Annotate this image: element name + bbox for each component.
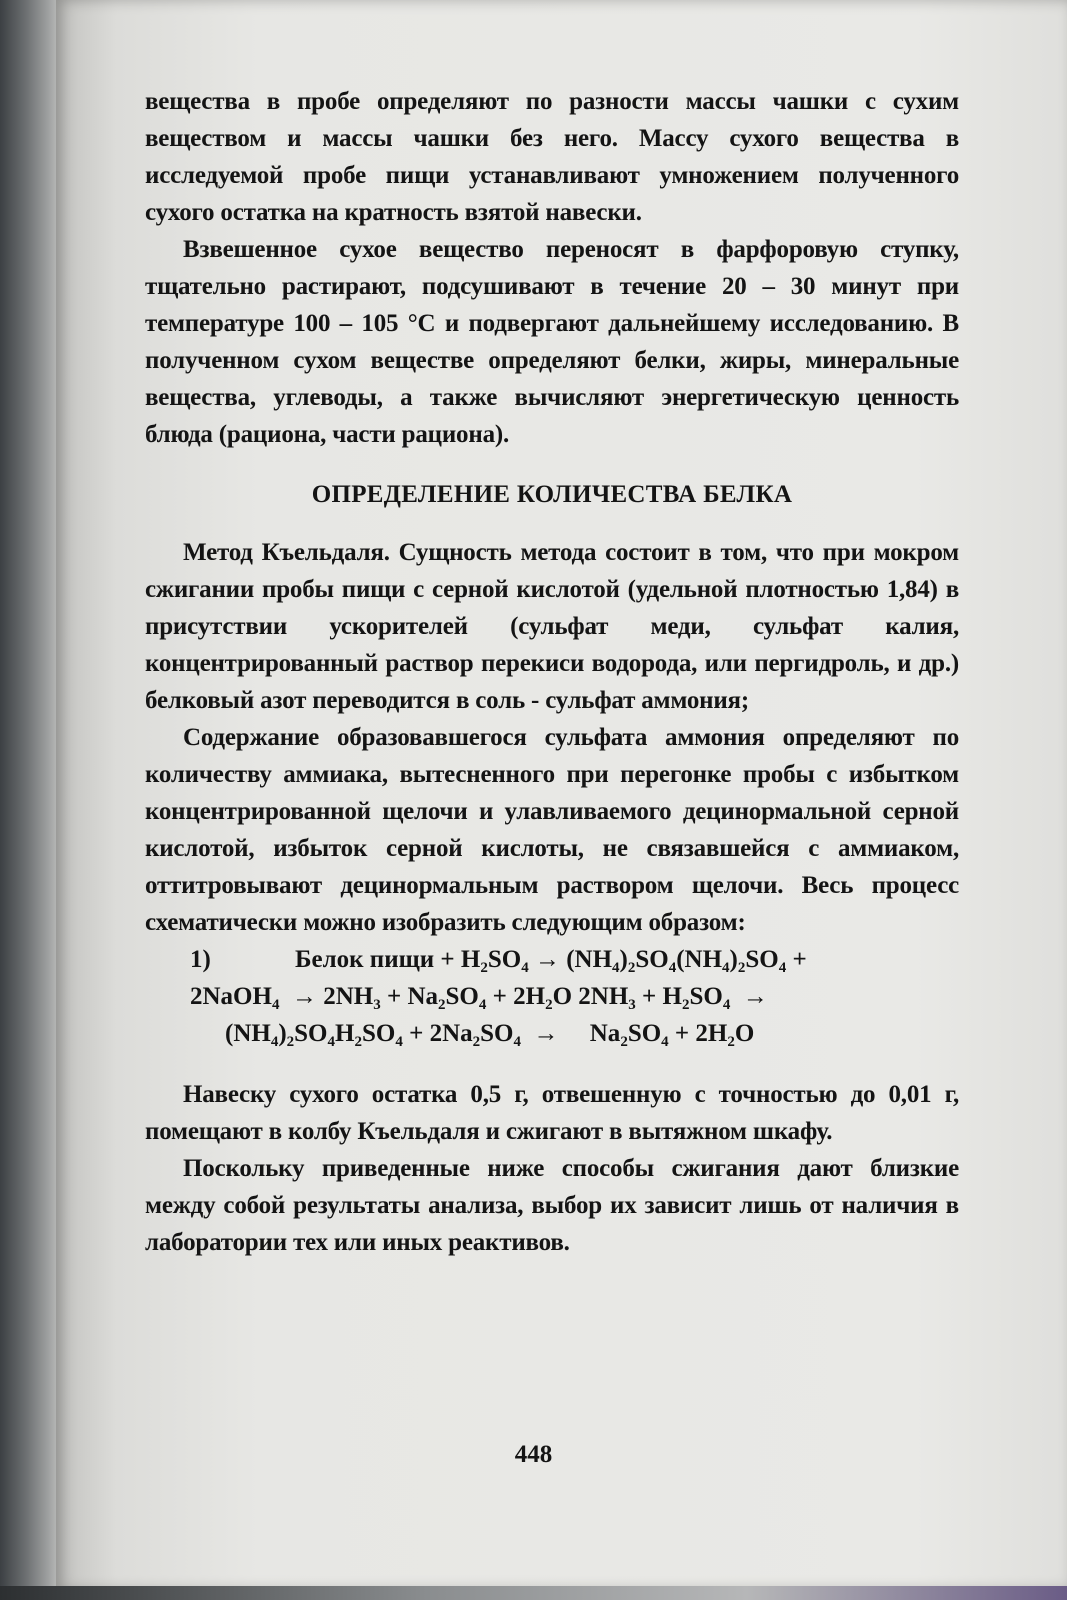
paragraph-ammonium-sulfate: Содержание образовавшегося сульфата аммония определяют по количеству аммиака, вытесненного при перегонке пробы с избытком концентрированной щелочи и улавливаемого децинормальной серной кислотой, избыток серной кислоты, не связавшейся с аммиаком, оттитровывают децинормальным раствором щелочи. Весь процесс схематически можно изобразить следующим образом:: [145, 724, 959, 936]
section-heading: ОПРЕДЕЛЕНИЕ КОЛИЧЕСТВА БЕЛКА: [311, 481, 793, 508]
equation-line-2: 2NaOH$_4$ → $2NH_3 + Na_2SO_4 + 2H_2O$ $2NH_3 + H_2SO_4$ →: [190, 983, 768, 1013]
paragraph-grinding: Взвешенное сухое вещество переносят в фарфоровую ступку, тщательно растирают, подсушивают в течение 20 – 30 минут при температуре 100 – 105 °С и подвергают дальнейшему исследованию. В полученном сухом веществе определяют белки, жиры, минеральные вещества, углеводы, а также вычисляют энергетическую ценность блюда (рациона, части рациона).: [145, 236, 959, 448]
paragraph-kjeldahl-method: Метод Къельдаля. Сущность метода состоит в том, что при мокром сжигании пробы пищи с серной кислотой (удельной плотностью 1,84) в присутствии ускорителей (сульфат меди, сульфат калия, концентрированный раствор перекиси водорода, или пергидроль, и др.) белковый азот переводится в соль - сульфат аммония;: [145, 539, 959, 714]
paragraph-dry-matter: вещества в пробе определяют по разности массы чашки с сухим веществом и массы чашки без него. Массу сухого вещества в исследуемой пробе пищи устанавливают умножением полученного сухого остатка на кратность взятой навески.: [145, 88, 959, 226]
page-content: [145, 83, 959, 1261]
reaction-equation: [145, 941, 959, 1052]
equation-line-3: $(NH_4)_2SO_4H_2SO_4 + 2Na_2SO_4$ → $Na_2SO_4 + 2H_2O$: [225, 1020, 755, 1050]
paragraph-sample-weight: Навеску сухого остатка 0,5 г, отвешенную с точностью до 0,01 г, помещают в колбу Къельдаля и сжигают в вытяжном шкафу.: [145, 1081, 959, 1145]
page-bottom-edge: [0, 1586, 1067, 1600]
spacer: [145, 1052, 959, 1076]
book-binding-shadow: [0, 0, 64, 1600]
paragraph-combustion-choice: Поскольку приведенные ниже способы сжигания дают близкие между собой результаты анализа, выбор их зависит лишь от наличия в лаборатории тех или иных реактивов.: [145, 1155, 959, 1256]
page-number: 448: [514, 1441, 553, 1468]
equation-line-1: 1) Белок пищи + $H_2SO_4 \to (NH_4)_2SO_4(NH_4)_2SO_4$ +: [145, 941, 959, 978]
equation-number: 1): [190, 946, 211, 973]
